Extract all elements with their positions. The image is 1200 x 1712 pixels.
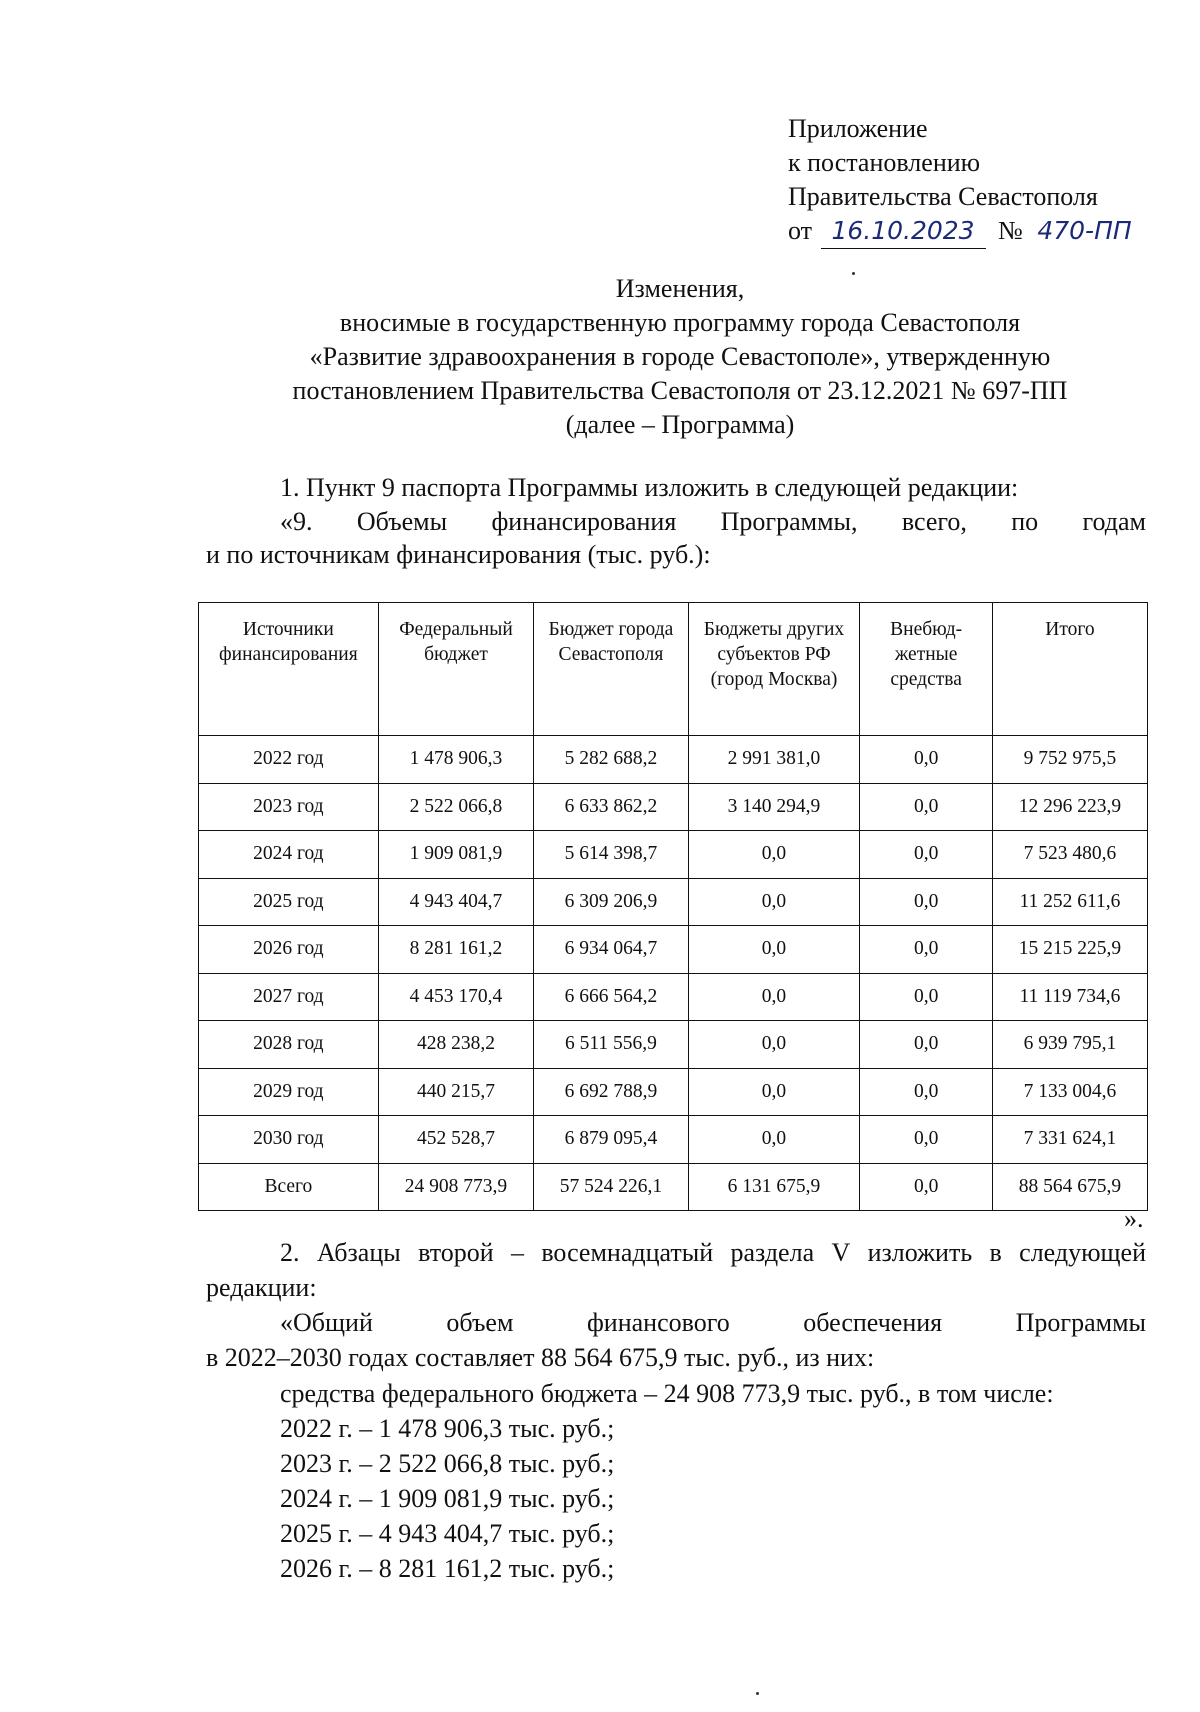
cell-other: 2 991 381,0 bbox=[688, 736, 860, 784]
cell-total: 11 252 611,6 bbox=[992, 878, 1147, 926]
cell-extrabudgetary: 0,0 bbox=[860, 1116, 993, 1164]
title-line-1: Изменения, bbox=[615, 274, 745, 303]
federal-funds-line: средства федерального бюджета – 24 908 773,9 тыс. руб., в том числе: bbox=[280, 1379, 1054, 1408]
cell-other: 0,0 bbox=[688, 1021, 860, 1069]
table-row bbox=[199, 973, 1148, 1021]
word: восемнадцатый bbox=[541, 1238, 714, 1267]
word: раздела bbox=[730, 1238, 815, 1267]
item1-quote-line bbox=[280, 507, 1146, 537]
cell-federal: 4 943 404,7 bbox=[378, 878, 534, 926]
cell-federal: 452 528,7 bbox=[378, 1116, 534, 1164]
cell-year: 2030 год bbox=[199, 1116, 379, 1164]
cell-extrabudgetary: 0,0 bbox=[860, 1163, 993, 1211]
scan-speck bbox=[756, 1692, 759, 1695]
item2-first-line bbox=[280, 1238, 1146, 1268]
cell-city: 6 309 206,9 bbox=[534, 878, 688, 926]
table-row bbox=[199, 783, 1148, 831]
cell-total: 7 523 480,6 bbox=[992, 831, 1147, 879]
header-sources: Источники финансирования bbox=[199, 603, 379, 736]
cell-total: 88 564 675,9 bbox=[992, 1163, 1147, 1211]
appendix-line-1: Приложение bbox=[788, 114, 928, 143]
item2-quote-line bbox=[280, 1308, 1146, 1338]
handwritten-number: 470-ПП bbox=[1037, 216, 1132, 245]
cell-extrabudgetary: 0,0 bbox=[860, 783, 993, 831]
title-line-2: вносимые в государственную программу города Севастополя bbox=[339, 308, 1021, 337]
word: второй bbox=[418, 1238, 494, 1267]
year-line-2026: 2026 г. – 8 281 161,2 тыс. руб.; bbox=[280, 1554, 615, 1583]
word: финансирования bbox=[491, 507, 677, 536]
cell-extrabudgetary: 0,0 bbox=[860, 831, 993, 879]
word: объем bbox=[446, 1308, 514, 1337]
table-row bbox=[199, 878, 1148, 926]
header-city-budget: Бюджет города Севастополя bbox=[534, 603, 688, 736]
cell-total: 11 119 734,6 bbox=[992, 973, 1147, 1021]
cell-city: 6 666 564,2 bbox=[534, 973, 688, 1021]
cell-year: 2022 год bbox=[199, 736, 379, 784]
word: Объемы bbox=[356, 507, 448, 536]
number-sign: № bbox=[998, 216, 1023, 245]
year-line-2023: 2023 г. – 2 522 066,8 тыс. руб.; bbox=[280, 1449, 615, 1478]
cell-total: 7 133 004,6 bbox=[992, 1068, 1147, 1116]
cell-year: Всего bbox=[199, 1163, 379, 1211]
word: «Общий bbox=[280, 1308, 373, 1337]
cell-year: 2024 год bbox=[199, 831, 379, 879]
cell-total: 9 752 975,5 bbox=[992, 736, 1147, 784]
cell-total: 6 939 795,1 bbox=[992, 1021, 1147, 1069]
cell-year: 2028 год bbox=[199, 1021, 379, 1069]
appendix-date-line bbox=[788, 214, 1157, 249]
financing-table bbox=[198, 602, 1148, 1211]
handwritten-date: 16.10.2023 bbox=[821, 214, 986, 249]
cell-federal: 4 453 170,4 bbox=[378, 973, 534, 1021]
cell-city: 5 282 688,2 bbox=[534, 736, 688, 784]
cell-other: 0,0 bbox=[688, 878, 860, 926]
cell-federal: 8 281 161,2 bbox=[378, 926, 534, 974]
cell-other: 3 140 294,9 bbox=[688, 783, 860, 831]
table-row bbox=[199, 736, 1148, 784]
cell-extrabudgetary: 0,0 bbox=[860, 736, 993, 784]
title-line-3: «Развитие здравоохранения в городе Севастополе», утвержденную bbox=[309, 342, 1051, 371]
cell-federal: 428 238,2 bbox=[378, 1021, 534, 1069]
word: по bbox=[1011, 507, 1039, 536]
item2-quote-cont: в 2022–2030 годах составляет 88 564 675,9 тыс. руб., из них: bbox=[206, 1343, 875, 1372]
cell-year: 2026 год bbox=[199, 926, 379, 974]
word: в bbox=[989, 1238, 1002, 1267]
appendix-block bbox=[788, 112, 1157, 249]
cell-year: 2027 год bbox=[199, 973, 379, 1021]
table-row bbox=[199, 1021, 1148, 1069]
cell-extrabudgetary: 0,0 bbox=[860, 926, 993, 974]
table-row bbox=[199, 831, 1148, 879]
cell-city: 57 524 226,1 bbox=[534, 1163, 688, 1211]
table-header-row bbox=[199, 603, 1148, 736]
word: Программы bbox=[1015, 1308, 1146, 1337]
cell-other: 0,0 bbox=[688, 1068, 860, 1116]
cell-city: 6 879 095,4 bbox=[534, 1116, 688, 1164]
word: V bbox=[831, 1238, 851, 1267]
table-body bbox=[199, 736, 1148, 1211]
year-line-2025: 2025 г. – 4 943 404,7 тыс. руб.; bbox=[280, 1519, 615, 1548]
year-line-2024: 2024 г. – 1 909 081,9 тыс. руб.; bbox=[280, 1484, 615, 1513]
document-title bbox=[200, 272, 1160, 442]
word: изложить bbox=[867, 1238, 973, 1267]
cell-total: 15 215 225,9 bbox=[992, 926, 1147, 974]
cell-year: 2023 год bbox=[199, 783, 379, 831]
cell-total: 7 331 624,1 bbox=[992, 1116, 1147, 1164]
year-line-2022: 2022 г. – 1 478 906,3 тыс. руб.; bbox=[280, 1414, 615, 1443]
word: Абзацы bbox=[316, 1238, 401, 1267]
word: Программы, bbox=[720, 507, 858, 536]
word: «9. bbox=[280, 507, 313, 536]
cell-other: 0,0 bbox=[688, 973, 860, 1021]
cell-city: 5 614 398,7 bbox=[534, 831, 688, 879]
cell-federal: 2 522 066,8 bbox=[378, 783, 534, 831]
item1-quote-cont: и по источникам финансирования (тыс. руб.): bbox=[206, 540, 711, 569]
header-other-subjects: Бюджеты других субъектов РФ (город Москва) bbox=[688, 603, 860, 736]
cell-extrabudgetary: 0,0 bbox=[860, 878, 993, 926]
cell-extrabudgetary: 0,0 bbox=[860, 1068, 993, 1116]
appendix-line-2: к постановлению bbox=[788, 148, 981, 177]
cell-city: 6 934 064,7 bbox=[534, 926, 688, 974]
table-row bbox=[199, 1163, 1148, 1211]
word: следующей bbox=[1019, 1238, 1146, 1267]
title-line-5: (далее – Программа) bbox=[565, 410, 795, 439]
word: 2. bbox=[280, 1238, 300, 1267]
cell-year: 2025 год bbox=[199, 878, 379, 926]
word: годам bbox=[1082, 507, 1146, 536]
item1-text: 1. Пункт 9 паспорта Программы изложить в следующей редакции: bbox=[280, 473, 1019, 502]
word: – bbox=[510, 1238, 524, 1267]
cell-other: 0,0 bbox=[688, 926, 860, 974]
header-federal: Федеральный бюджет bbox=[378, 603, 534, 736]
cell-city: 6 511 556,9 bbox=[534, 1021, 688, 1069]
table-row bbox=[199, 1068, 1148, 1116]
cell-other: 0,0 bbox=[688, 1116, 860, 1164]
cell-federal: 1 478 906,3 bbox=[378, 736, 534, 784]
cell-year: 2029 год bbox=[199, 1068, 379, 1116]
title-line-4: постановлением Правительства Севастополя от 23.12.2021 № 697-ПП bbox=[292, 376, 1068, 405]
table-row bbox=[199, 1116, 1148, 1164]
cell-other: 0,0 bbox=[688, 831, 860, 879]
cell-federal: 24 908 773,9 bbox=[378, 1163, 534, 1211]
word: финансового bbox=[586, 1308, 730, 1337]
date-prefix: от bbox=[788, 216, 813, 245]
appendix-line-3: Правительства Севастополя bbox=[788, 182, 1098, 211]
cell-city: 6 692 788,9 bbox=[534, 1068, 688, 1116]
header-extrabudgetary: Внебюд-жетные средства bbox=[860, 603, 993, 736]
cell-extrabudgetary: 0,0 bbox=[860, 973, 993, 1021]
cell-extrabudgetary: 0,0 bbox=[860, 1021, 993, 1069]
cell-federal: 1 909 081,9 bbox=[378, 831, 534, 879]
word: всего, bbox=[901, 507, 967, 536]
table-close-quote: ». bbox=[1124, 1204, 1144, 1233]
header-total: Итого bbox=[992, 603, 1147, 736]
word: обеспечения bbox=[803, 1308, 943, 1337]
cell-other: 6 131 675,9 bbox=[688, 1163, 860, 1211]
cell-city: 6 633 862,2 bbox=[534, 783, 688, 831]
item2-cont: редакции: bbox=[206, 1273, 317, 1302]
cell-federal: 440 215,7 bbox=[378, 1068, 534, 1116]
table-row bbox=[199, 926, 1148, 974]
cell-total: 12 296 223,9 bbox=[992, 783, 1147, 831]
